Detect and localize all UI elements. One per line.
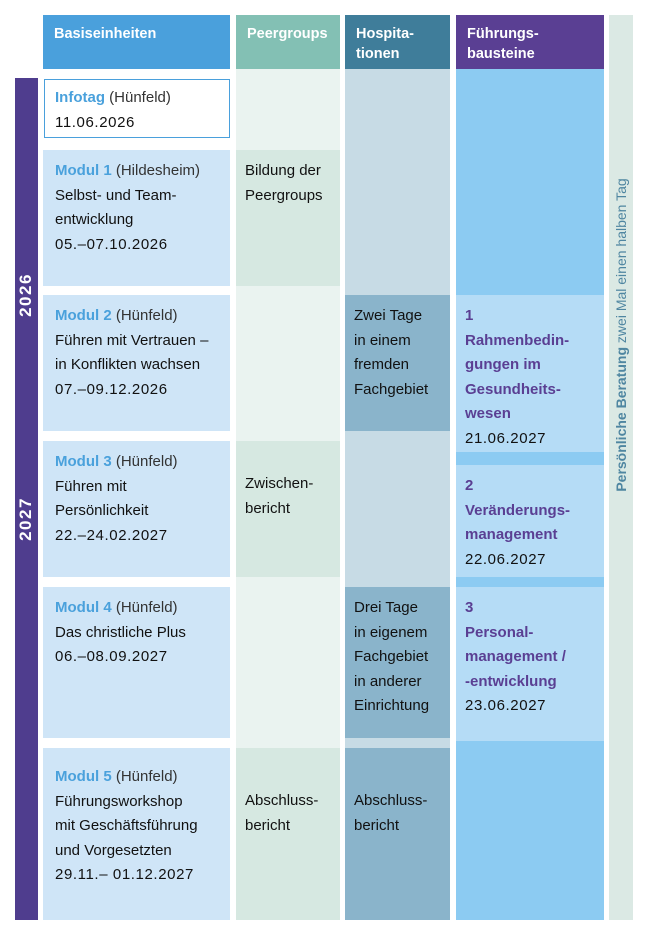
- peergroups-1-text-2: Peergroups: [245, 186, 323, 204]
- peergroups-cell-2: [236, 441, 340, 577]
- hospitationen-2-text-3: Fachgebiet: [354, 648, 429, 665]
- peergroups-3-text-2: bericht: [245, 816, 291, 834]
- infotag-cell: [44, 79, 230, 138]
- year-2026: 2026: [16, 273, 35, 317]
- baustein-1-text-2: gungen im: [465, 356, 541, 373]
- baustein-2-text-2: management: [465, 526, 558, 543]
- header-hospitationen-line2: tionen: [356, 46, 400, 62]
- header-hospitationen-line1: Hospita-: [356, 26, 414, 42]
- hospitationen-cell-3: [345, 748, 450, 920]
- peergroups-2-text-1: Zwischen-: [245, 475, 314, 492]
- modul-4-title: Modul 4: [55, 599, 112, 616]
- header-peergroups-label: Peergroups: [247, 26, 328, 42]
- header-basiseinheiten-label: Basiseinheiten: [54, 26, 157, 42]
- modul-1-title: Modul 1: [55, 162, 112, 179]
- baustein-2-text-1: Veränderungs-: [465, 501, 571, 519]
- modul-1-cell: [43, 150, 230, 286]
- header-basiseinheiten: [43, 15, 230, 69]
- hospitationen-3-text-1: Abschluss-: [354, 792, 428, 809]
- peergroups-cell-3: [236, 748, 340, 920]
- baustein-1-cell: [456, 295, 604, 452]
- baustein-2-number: 2: [465, 477, 474, 494]
- modul-3-location: (Hünfeld): [115, 453, 178, 470]
- modul-1-text-1: Selbst- und Team-: [55, 186, 177, 204]
- modul-4-cell: [43, 587, 230, 738]
- peergroups-3-text-1: Abschluss-: [245, 792, 319, 809]
- modul-2-text-2: in Konflikten wachsen: [55, 356, 201, 373]
- year-2027: 2027: [16, 497, 35, 541]
- modul-4-date: 06.–08.09.2027: [55, 648, 168, 665]
- modul-3-text-1: Führen mit: [55, 477, 127, 495]
- beratung-label: [612, 115, 630, 555]
- hospitationen-cell-1: [345, 295, 450, 431]
- baustein-1-text-4: wesen: [465, 405, 511, 422]
- baustein-3-text-1: Personal-: [465, 623, 534, 641]
- header-fuehrungsbausteine-line1: Führungs-: [467, 26, 539, 42]
- peergroups-1-text-1: Bildung der: [245, 162, 321, 179]
- modul-5-date: 29.11.– 01.12.2027: [55, 866, 194, 883]
- baustein-1-text-3: Gesundheits-: [465, 380, 561, 398]
- hospitationen-2-text-5: Einrichtung: [354, 697, 430, 714]
- modul-3-date: 22.–24.02.2027: [55, 526, 168, 544]
- modul-2-text-1: Führen mit Vertrauen –: [55, 331, 209, 349]
- modul-5-text-1: Führungsworkshop: [55, 792, 183, 810]
- modul-2-title: Modul 2: [55, 307, 112, 324]
- modul-5-text-3: und Vorgesetzten: [55, 841, 172, 859]
- infotag-date: 11.06.2026: [55, 113, 135, 131]
- hospitationen-cell-2: [345, 587, 450, 738]
- beratung-rest: zwei Mal einen halben Tag: [613, 178, 629, 344]
- hospitationen-2-text-4: in anderer: [354, 672, 422, 690]
- modul-2-cell: [43, 295, 230, 431]
- header-fuehrungsbausteine: [456, 15, 604, 69]
- hospitationen-1-text-2: in einem: [354, 331, 411, 349]
- modul-1-text-2: entwicklung: [55, 211, 134, 228]
- header-peergroups: [236, 15, 340, 69]
- baustein-3-date: 23.06.2027: [465, 697, 547, 714]
- baustein-3-number: 3: [465, 599, 474, 616]
- modul-3-cell: [43, 441, 230, 577]
- beratung-strip: [609, 15, 633, 920]
- baustein-2-date: 22.06.2027: [465, 550, 547, 568]
- infotag-title: Infotag: [55, 89, 105, 106]
- baustein-1-date: 21.06.2027: [465, 429, 547, 447]
- hospitationen-1-text-3: fremden: [354, 356, 410, 373]
- modul-4-location: (Hünfeld): [115, 599, 178, 616]
- modul-5-text-2: mit Geschäftsführung: [55, 817, 198, 834]
- baustein-1-text-1: Rahmenbedin-: [465, 331, 570, 349]
- peergroups-2-text-2: bericht: [245, 499, 291, 517]
- year-bar: [15, 78, 38, 920]
- modul-2-date: 07.–09.12.2026: [55, 380, 168, 398]
- modul-5-location: (Hünfeld): [115, 768, 178, 785]
- beratung-bold: Persönliche Beratung: [613, 346, 629, 492]
- modul-5-cell: [43, 748, 230, 920]
- modul-4-text-1: Das christliche Plus: [55, 623, 186, 641]
- baustein-3-text-3: -entwicklung: [465, 672, 557, 690]
- modul-3-title: Modul 3: [55, 453, 112, 470]
- baustein-2-cell: [456, 465, 604, 577]
- modul-1-location: (Hildesheim): [115, 162, 201, 179]
- hospitationen-3-text-2: bericht: [354, 816, 400, 834]
- modul-5-title: Modul 5: [55, 768, 112, 785]
- header-hospitationen: [345, 15, 450, 69]
- peergroups-cell-1: [236, 150, 340, 286]
- hospitationen-2-text-1: Drei Tage: [354, 599, 418, 616]
- hospitationen-1-text-1: Zwei Tage: [354, 307, 423, 324]
- header-fuehrungsbausteine-line2: bausteine: [467, 46, 535, 62]
- modul-2-location: (Hünfeld): [115, 307, 178, 324]
- hospitationen-2-text-2: in eigenem: [354, 623, 428, 641]
- baustein-3-text-2: management /: [465, 648, 566, 665]
- modul-3-text-2: Persönlichkeit: [55, 502, 149, 519]
- baustein-1-number: 1: [465, 307, 474, 324]
- hospitationen-1-text-4: Fachgebiet: [354, 380, 429, 398]
- infotag-location: (Hünfeld): [109, 89, 171, 106]
- modul-1-date: 05.–07.10.2026: [55, 235, 168, 253]
- baustein-3-cell: [456, 587, 604, 741]
